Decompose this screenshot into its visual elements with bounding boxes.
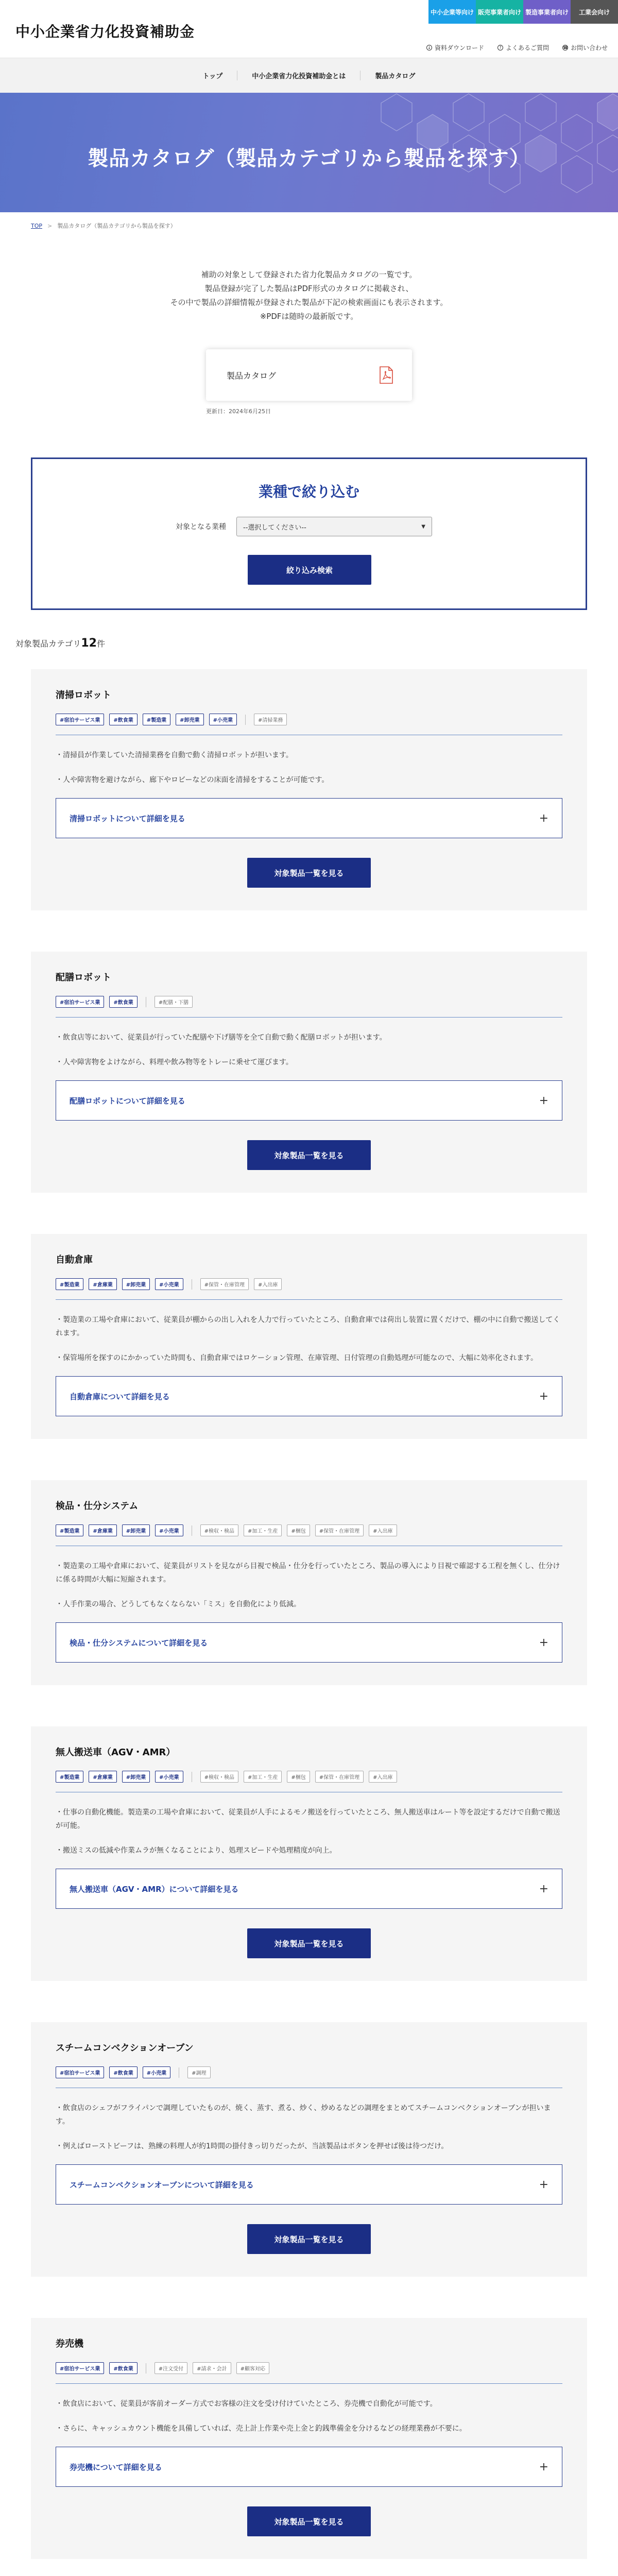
tag-list <box>56 1524 562 1546</box>
view-products-button[interactable]: 対象製品一覧を見る <box>247 1140 371 1170</box>
description-paragraph: ・飲食店のシェフがフライパンで調理していたものが、焼く、蒸す、煮る、炒く、炒めるなどの調理をまとめてスチームコンベクションオーブンが担います。 <box>56 2104 551 2126</box>
task-tag: #注文受付 <box>154 2362 187 2374</box>
detail-accordion-toggle[interactable] <box>56 1376 562 1416</box>
filter-title: 業種で絞り込む <box>258 483 359 500</box>
category-description <box>56 2102 562 2153</box>
category-title: 自動倉庫 <box>56 1255 93 1265</box>
industry-tag: #飲食業 <box>109 2362 137 2374</box>
category-description <box>56 2397 562 2435</box>
plus-icon: + <box>539 2178 548 2191</box>
faq-label: よくあるご質問 <box>505 44 549 52</box>
contact-link[interactable] <box>562 43 608 52</box>
page-title: 製品カタログ（製品カテゴリから製品を探す） <box>88 147 530 171</box>
tab-sme[interactable]: 中小企業等向け <box>428 0 476 24</box>
task-tag: #配膳・下膳 <box>154 996 193 1008</box>
detail-accordion-toggle[interactable] <box>56 1080 562 1121</box>
industry-tag: #小売業 <box>155 1524 183 1536</box>
tab-manufacturer[interactable]: 製造事業者向け <box>523 0 571 24</box>
product-category-card <box>31 1234 587 1439</box>
download-icon: ↓ <box>426 45 432 50</box>
task-tag: #梱包 <box>287 1524 310 1536</box>
detail-accordion-label: スチームコンベクションオーブンについて詳細を見る <box>70 2180 254 2190</box>
task-tag: #調理 <box>187 2066 210 2078</box>
category-description <box>56 749 562 787</box>
result-count-number: 12 <box>81 637 97 650</box>
category-description <box>56 1560 562 1611</box>
global-nav <box>0 58 618 93</box>
description-paragraph: ・人や障害物をよけながら、料理や飲み物等をトレーに乗せて運びます。 <box>56 1058 293 1066</box>
industry-tag: #製造業 <box>143 714 170 725</box>
description-paragraph: ・飲食店において、従業員が客前オーダー方式でお客様の注文を受け付けていたところ、券売機で自動化が可能です。 <box>56 2400 437 2408</box>
industry-tag: #製造業 <box>56 1278 83 1290</box>
industry-tag: #倉庫業 <box>89 1524 116 1536</box>
description-paragraph: ・さらに、キャッシュカウント機能を具備していれば、売上計上作業や売上金と釣銭準備金を分けるなどの経理業務が不要に。 <box>56 2425 467 2433</box>
faq-link[interactable] <box>497 43 549 52</box>
category-title: 券売機 <box>56 2338 83 2349</box>
task-tag: #梱包 <box>287 1771 310 1783</box>
view-products-button[interactable]: 対象製品一覧を見る <box>247 1928 371 1958</box>
industry-tag: #宿泊サービス業 <box>56 2066 104 2078</box>
detail-accordion-label: 券売機について詳細を見る <box>70 2462 162 2472</box>
category-title: 無人搬送車（AGV・AMR） <box>56 1747 176 1758</box>
product-category-card <box>31 1480 587 1685</box>
nav-item-catalog[interactable]: 製品カタログ <box>375 73 416 80</box>
audience-tabs <box>428 0 618 24</box>
task-tag: #請求・会計 <box>193 2362 231 2374</box>
industry-tag: #宿泊サービス業 <box>56 2362 104 2374</box>
product-category-card <box>31 669 587 910</box>
task-tag: #清掃業務 <box>254 714 287 725</box>
result-count <box>15 637 603 650</box>
site-title[interactable]: 中小企業省力化投資補助金 <box>15 23 195 40</box>
filter-label: 対象となる業種 <box>176 523 226 531</box>
plus-icon: + <box>539 1389 548 1403</box>
detail-accordion-toggle[interactable] <box>56 2164 562 2205</box>
product-category-card <box>31 2022 587 2277</box>
task-tag: #保管・在庫管理 <box>315 1524 364 1536</box>
industry-filter <box>31 457 587 610</box>
detail-accordion-toggle[interactable] <box>56 1869 562 1909</box>
industry-tag: #卸売業 <box>176 714 203 725</box>
task-tag: #入出庫 <box>254 1278 282 1290</box>
industry-tag: #倉庫業 <box>89 1771 116 1783</box>
industry-tag: #小売業 <box>209 714 237 725</box>
detail-accordion-toggle[interactable] <box>56 2447 562 2487</box>
breadcrumb-current: 製品カタログ（製品カテゴリから製品を探す） <box>57 223 176 229</box>
description-paragraph: ・人や障害物を避けながら、廊下やロビーなどの床面を清掃をすることが可能です。 <box>56 776 329 784</box>
filter-row <box>176 517 432 536</box>
category-title: 配膳ロボット <box>56 972 111 983</box>
task-tag: #保管・在庫管理 <box>200 1278 249 1290</box>
question-icon: ? <box>497 45 503 50</box>
task-tag: #加工・生産 <box>244 1524 282 1536</box>
industry-tag: #卸売業 <box>122 1278 150 1290</box>
hero-banner <box>0 93 618 212</box>
description-paragraph: ・製造業の工場や倉庫において、従業員が棚からの出し入れを人力で行っていたところ、自動倉庫では荷出し装置に置くだけで、棚の中に自動で搬送してくれます。 <box>56 1316 560 1337</box>
description-paragraph: ・仕事の自動化機能。製造業の工場や倉庫において、従業員が人手によるモノ搬送を行っていたところ、無人搬送車はルート等を設定するだけで自動で搬送が可能。 <box>56 1808 560 1830</box>
catalog-pdf-link[interactable] <box>206 349 412 401</box>
industry-tag: #飲食業 <box>109 996 137 1008</box>
breadcrumb-home[interactable]: TOP <box>31 222 43 229</box>
description-paragraph: ・飲食店等において、従業員が行っていた配膳や下げ膳等を全て自動で動く配膳ロボットが担います。 <box>56 1033 387 1042</box>
category-title: 検品・仕分システム <box>56 1501 139 1512</box>
task-tag: #入出庫 <box>369 1771 397 1783</box>
result-count-prefix: 対象製品カテゴリ <box>15 639 81 649</box>
industry-tag: #宿泊サービス業 <box>56 996 104 1008</box>
category-title: スチームコンベクションオーブン <box>56 2043 194 2054</box>
task-tag: #入出庫 <box>369 1524 397 1536</box>
industry-tag: #卸売業 <box>122 1771 150 1783</box>
description-paragraph: ・清掃員が作業していた清掃業務を自動で動く清掃ロボットが担います。 <box>56 751 293 759</box>
task-tag: #顧客対応 <box>236 2362 269 2374</box>
catalog-updated-date: 更新日：2024年6月25日 <box>206 408 271 415</box>
breadcrumb-separator: > <box>47 222 53 229</box>
task-tag: #検収・検品 <box>200 1524 238 1536</box>
industry-tag: #製造業 <box>56 1771 83 1783</box>
detail-accordion-label: 自動倉庫について詳細を見る <box>70 1392 170 1401</box>
detail-accordion-label: 無人搬送車（AGV・AMR）について詳細を見る <box>70 1884 239 1894</box>
filter-search-button[interactable]: 絞り込み検索 <box>248 555 371 585</box>
industry-tag: #倉庫業 <box>89 1278 116 1290</box>
nav-item-top[interactable]: トップ <box>188 71 238 80</box>
industry-tag: #製造業 <box>56 1524 83 1536</box>
view-products-button[interactable]: 対象製品一覧を見る <box>247 858 371 888</box>
industry-tag: #飲食業 <box>109 714 137 725</box>
pdf-icon <box>379 366 393 384</box>
industry-tag: #卸売業 <box>122 1524 150 1536</box>
description-paragraph: ・保管場所を探すのにかかっていた時間も、自動倉庫ではロケーション管理、在庫管理、日付管理の自動処理が可能なので、大幅に効率化されます。 <box>56 1354 538 1362</box>
tab-vendor[interactable]: 販売事業者向け <box>476 0 523 24</box>
industry-tag: #飲食業 <box>109 2066 137 2078</box>
product-category-list <box>0 669 618 2576</box>
intro-line: 製品登録が完了した製品はPDF形式のカタログに掲載され、 <box>204 284 414 293</box>
intro-line: 補助の対象として登録された省力化製品カタログの一覧です。 <box>201 270 417 279</box>
industry-select-value: --選択してください-- <box>243 523 306 532</box>
description-paragraph: ・人手作業の場合、どうしてもなくならない「ミス」を自動化により低減。 <box>56 1600 301 1608</box>
tag-list <box>56 996 562 1018</box>
download-link[interactable] <box>426 43 484 52</box>
description-paragraph: ・例えばローストビーフは、熟練の料理人が約1時間の掛付きっ切りだったが、当該製品はボタンを押せば後は待つだけ。 <box>56 2142 449 2150</box>
intro-line: ※PDFは随時の最新版です。 <box>260 312 358 321</box>
task-tag: #検収・検品 <box>200 1771 238 1783</box>
tag-list <box>56 2066 562 2088</box>
description-paragraph: ・製造業の工場や倉庫において、従業員がリストを見ながら目視で検品・仕分を行っていたところ、製品の導入により目視で確認する工程を無くし、仕分けに係る時間が大幅に短縮されます。 <box>56 1562 560 1584</box>
detail-accordion-label: 検品・仕分システムについて詳細を見る <box>70 1638 208 1648</box>
download-label: 資料ダウンロード <box>434 44 484 52</box>
category-description <box>56 1313 562 1365</box>
tag-list <box>56 1771 562 1792</box>
product-category-card <box>31 2318 587 2559</box>
site-header <box>0 0 618 58</box>
product-category-card <box>31 1726 587 1981</box>
breadcrumb <box>0 212 618 239</box>
catalog-label: 製品カタログ <box>227 370 277 381</box>
description-paragraph: ・搬送ミスの低減や作業ムラが無くなることにより、処理スピードや処理精度が向上。 <box>56 1846 337 1855</box>
task-tag: #加工・生産 <box>244 1771 282 1783</box>
plus-icon: + <box>539 1094 548 1107</box>
detail-accordion-toggle[interactable] <box>56 1622 562 1663</box>
result-count-suffix: 件 <box>97 639 106 649</box>
intro-line: その中で製品の詳細情報が登録された製品が下記の検索画面にも表示されます。 <box>170 298 448 307</box>
plus-icon: + <box>539 811 548 825</box>
detail-accordion-label: 配膳ロボットについて詳細を見る <box>70 1096 185 1106</box>
plus-icon: + <box>539 2460 548 2473</box>
tag-list <box>56 1278 562 1300</box>
industry-tag: #小売業 <box>155 1771 183 1783</box>
category-description <box>56 1031 562 1069</box>
product-category-card <box>31 952 587 1193</box>
task-tag: #保管・在庫管理 <box>315 1771 364 1783</box>
category-description <box>56 1806 562 1857</box>
nav-item-about[interactable]: 中小企業省力化投資補助金とは <box>237 71 360 80</box>
tab-industry-association[interactable]: 工業会向け <box>571 0 618 24</box>
tag-list <box>56 714 562 735</box>
intro-text <box>0 268 618 324</box>
detail-accordion-label: 清掃ロボットについて詳細を見る <box>70 814 185 823</box>
plus-icon: + <box>539 1882 548 1895</box>
industry-tag: #小売業 <box>155 1278 183 1290</box>
tag-list <box>56 2362 562 2384</box>
view-products-button[interactable]: 対象製品一覧を見る <box>247 2224 371 2254</box>
phone-icon: ☎ <box>562 45 568 50</box>
tag-divider <box>245 715 246 725</box>
industry-tag: #小売業 <box>143 2066 170 2078</box>
industry-tag: #宿泊サービス業 <box>56 714 104 725</box>
contact-label: お問い合わせ <box>570 44 608 52</box>
category-title: 清掃ロボット <box>56 690 111 701</box>
industry-select[interactable] <box>236 517 432 536</box>
chevron-down-icon: ▼ <box>421 523 425 530</box>
plus-icon: + <box>539 1636 548 1649</box>
view-products-button[interactable]: 対象製品一覧を見る <box>247 2506 371 2536</box>
detail-accordion-toggle[interactable] <box>56 798 562 838</box>
utility-links <box>426 43 608 52</box>
